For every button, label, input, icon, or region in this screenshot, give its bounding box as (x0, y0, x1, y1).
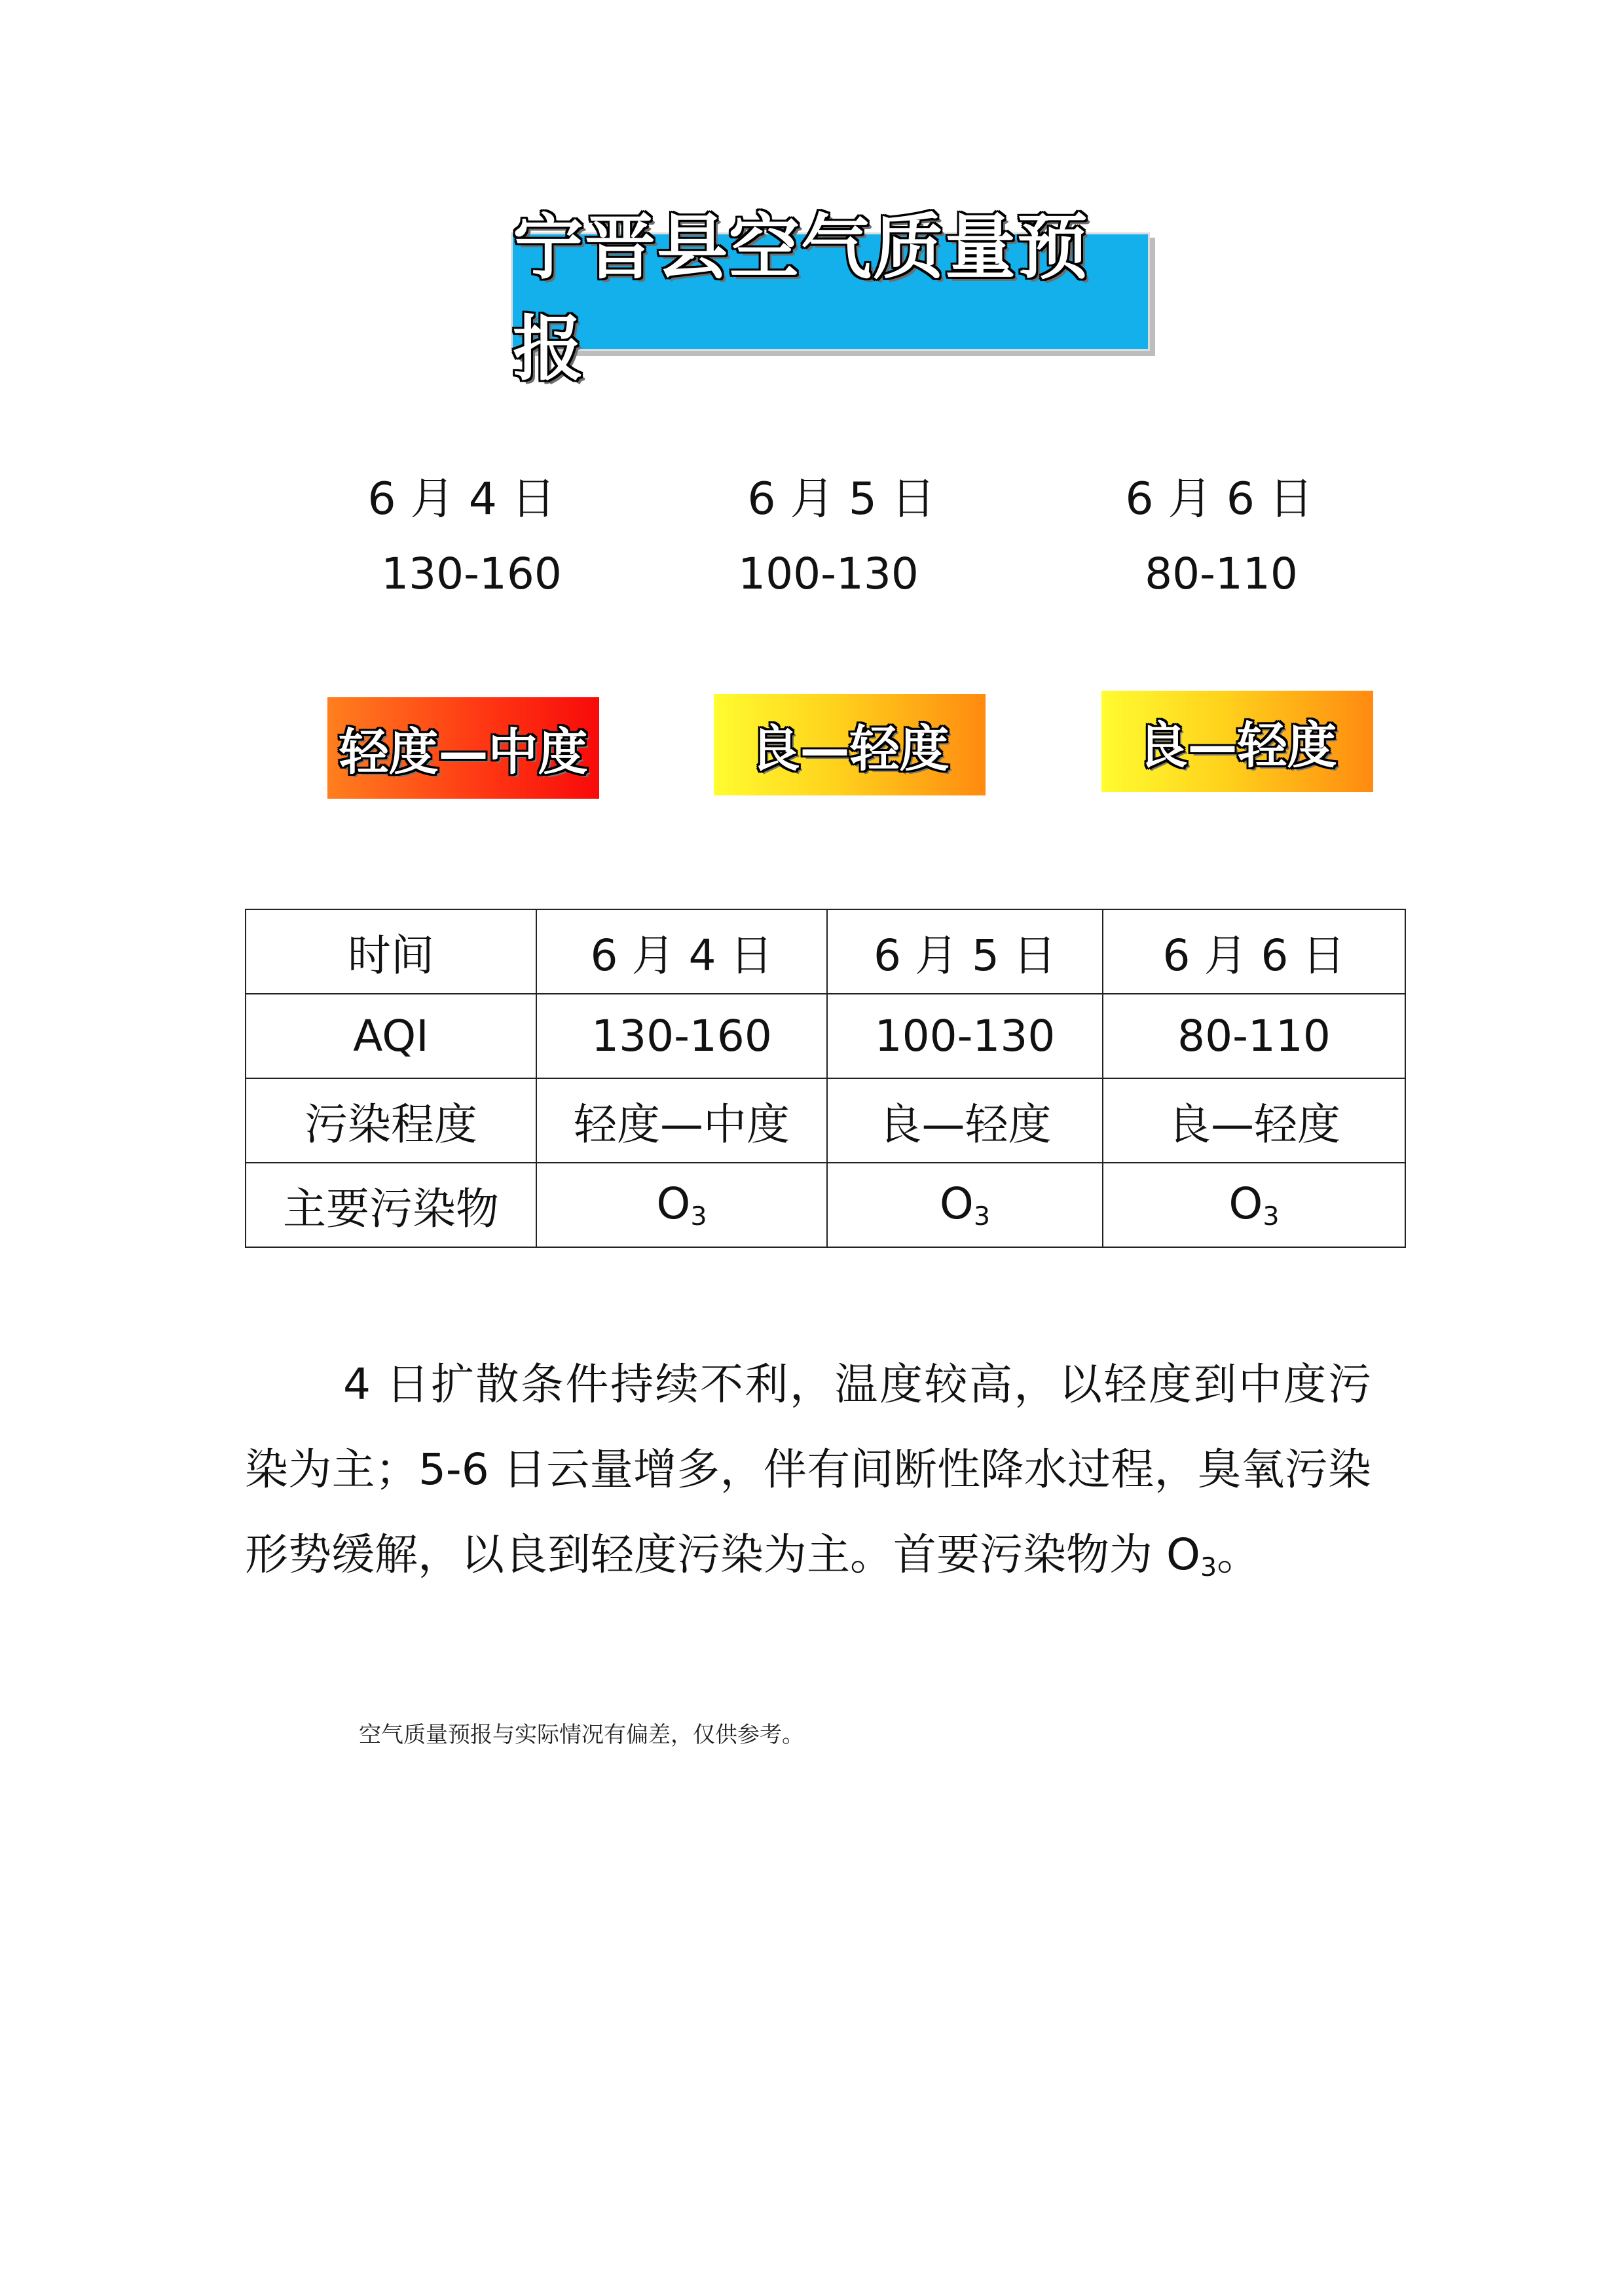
aqi-range-2: 100-130 (738, 549, 919, 599)
disclaimer: 空气质量预报与实际情况有偏差，仅供参考。 (359, 1722, 804, 1748)
cell-level-1: 轻度—中度 (536, 1078, 827, 1163)
cell-pollutant-3 (1103, 1163, 1405, 1247)
forecast-table (245, 909, 1406, 1248)
table-row (246, 909, 1405, 994)
summary-subscript: 3 (1200, 1552, 1217, 1582)
cell-level-3: 良—轻度 (1103, 1078, 1405, 1163)
aqi-range-1: 130-160 (381, 549, 562, 599)
cell-aqi-3: 80-110 (1103, 994, 1405, 1078)
cell-date-3: 6 月 6 日 (1103, 909, 1405, 994)
level-badge-1-text: 轻度—中度 (339, 723, 588, 781)
day-label-3: 6 月 6 日 (1125, 473, 1314, 525)
level-badge-2 (714, 694, 986, 795)
row-label-time: 时间 (246, 909, 536, 994)
title-banner (511, 206, 1150, 390)
pollutant-subscript: 3 (1263, 1201, 1280, 1231)
summary-text: 4 日扩散条件持续不利，温度较高，以轻度到中度污染为主；5-6 日云量增多，伴有间断性降水过程，臭氧污染形势缓解，以良到轻度污染为主。首要污染物为 O (245, 1359, 1371, 1580)
pollutant-symbol: O (1228, 1178, 1263, 1230)
level-badge-2-text: 良—轻度 (750, 720, 950, 778)
day-label-2: 6 月 5 日 (747, 473, 936, 525)
pollutant-symbol: O (939, 1178, 974, 1230)
pollutant-subscript: 3 (973, 1201, 991, 1231)
row-label-pollutant: 主要污染物 (246, 1163, 536, 1247)
page-title: 宁晋县空气质量预报 (513, 206, 1090, 390)
cell-pollutant-1 (536, 1163, 827, 1247)
aqi-range-3: 80-110 (1145, 549, 1298, 599)
summary-end: 。 (1217, 1529, 1261, 1580)
table-row (246, 1078, 1405, 1163)
level-badge-1 (327, 697, 599, 799)
cell-aqi-2: 100-130 (827, 994, 1103, 1078)
day-label-1: 6 月 4 日 (367, 473, 556, 525)
cell-date-2: 6 月 5 日 (827, 909, 1103, 994)
row-label-level: 污染程度 (246, 1078, 536, 1163)
cell-date-1: 6 月 4 日 (536, 909, 827, 994)
table-row (246, 1163, 1405, 1247)
cell-aqi-1: 130-160 (536, 994, 827, 1078)
forecast-summary (245, 1342, 1371, 1610)
pollutant-symbol: O (656, 1178, 691, 1230)
cell-level-2: 良—轻度 (827, 1078, 1103, 1163)
cell-pollutant-2 (827, 1163, 1103, 1247)
row-label-aqi: AQI (246, 994, 536, 1078)
level-badge-3 (1101, 691, 1373, 792)
level-badge-3-text: 良—轻度 (1137, 716, 1337, 774)
pollutant-subscript: 3 (690, 1201, 707, 1231)
table-row (246, 994, 1405, 1078)
